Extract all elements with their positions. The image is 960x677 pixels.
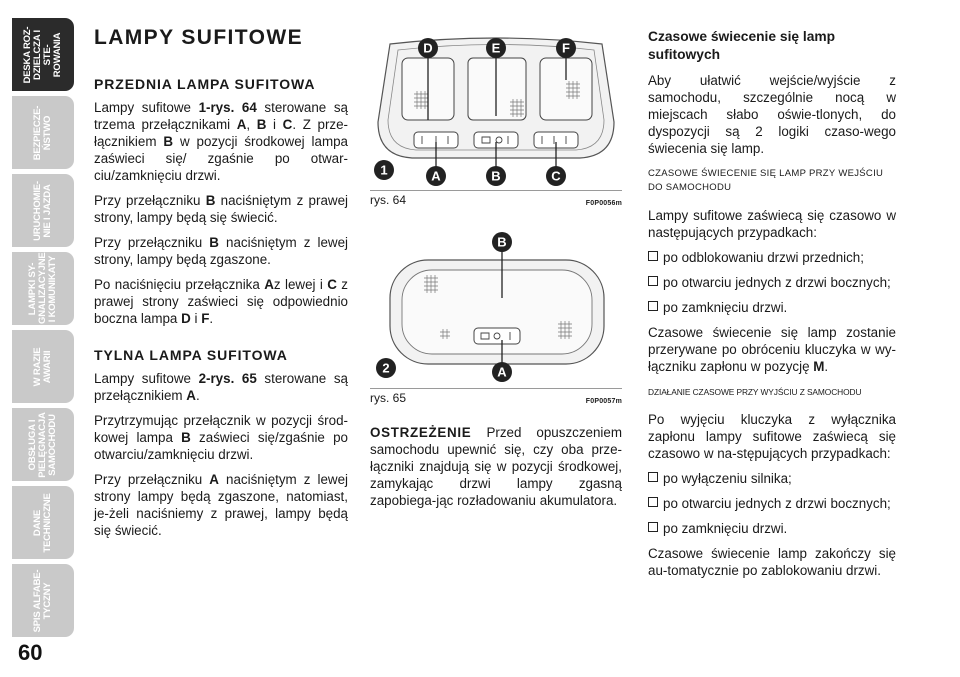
tab-label: LAMPKI SY- GNALIZACYJNE I KOMUNIKATY bbox=[27, 252, 58, 324]
figure-65-caption bbox=[370, 388, 622, 405]
front-paragraph-1: Lampy sufitowe 1-rys. 64 sterowane są trzema przełącznikami A, B i C. Z prze-łącznikiem B w pozycji środkowej lampa zaświeci się/ zgaśnie po otwar-ciu/zamknięciu drzwi. bbox=[94, 100, 349, 183]
marker-c bbox=[546, 166, 566, 186]
figure-64-illustration bbox=[370, 30, 622, 190]
entry-section-title: CZASOWE ŚWIECENIE SIĘ LAMP PRZY WEJŚCIU DO SAMOCHODU bbox=[648, 168, 884, 193]
column-timed-lighting bbox=[648, 28, 896, 587]
tab-uruchomienie[interactable] bbox=[12, 174, 74, 247]
svg-text:A: A bbox=[497, 364, 507, 380]
marker-f bbox=[556, 38, 576, 58]
entry-section-lead: Lampy sufitowe zaświecą się czasowo w następujących przypadkach: bbox=[648, 208, 896, 240]
tab-obsluga[interactable] bbox=[12, 408, 74, 481]
tab-label: DESKA ROZ- DZIELCZA I STE- ROWANIA bbox=[22, 26, 63, 83]
tab-bezpieczenstwo[interactable] bbox=[12, 96, 74, 169]
figure-64-label: rys. 64 bbox=[370, 193, 407, 207]
marker-2 bbox=[376, 358, 396, 378]
marker-e bbox=[486, 38, 506, 58]
rear-lamp-heading: TYLNA LAMPA SUFITOWA bbox=[94, 347, 288, 363]
list-item: po wyłączeniu silnika; bbox=[648, 470, 896, 487]
marker-d bbox=[418, 38, 438, 58]
front-lamp-heading: PRZEDNIA LAMPA SUFITOWA bbox=[94, 76, 316, 92]
figure-65-code: F0P0057m bbox=[585, 398, 622, 405]
entry-section-end: Czasowe świecenie się lamp zostanie przerywane po obróceniu kluczyka w wy-łączniku zapłonu w pozycję M. bbox=[648, 325, 896, 374]
warning-box bbox=[370, 424, 622, 509]
list-item: po otwarciu jednych z drzwi bocznych; bbox=[648, 495, 896, 512]
warning-text: OSTRZEŻENIE Przed opuszczeniem samochodu upewnić się, czy oba prze-łączniki znajdują się w pozycji środkowej, zamykając drzwi lampy zgasną zapobiega-jąc rozładowaniu akumulatora. bbox=[370, 425, 622, 508]
timed-lighting-intro: Aby ułatwić wejście/wyjście z samochodu, szczególnie nocą w miejscach słabo oświe-tlonych, do dyspozycji są 2 logiki czaso-wego świecenia się lamp. bbox=[648, 73, 896, 156]
front-paragraph-4: Po naciśnięciu przełącznika Az lewej i C z prawej strony zaświeci się odpowiednio boczna lampa D i F. bbox=[94, 277, 348, 326]
chapter-tabs bbox=[12, 18, 74, 642]
svg-text:B: B bbox=[491, 168, 501, 184]
figure-65-illustration bbox=[370, 228, 622, 388]
tab-lampki[interactable] bbox=[12, 252, 74, 325]
list-item: po odblokowaniu drzwi przednich; bbox=[648, 249, 896, 266]
rear-paragraph-1: Lampy sufitowe 2-rys. 65 sterowane są przełącznikiem A. bbox=[94, 371, 348, 403]
checkbox-bullet-icon bbox=[648, 472, 658, 482]
svg-text:A: A bbox=[431, 168, 441, 184]
marker-1 bbox=[374, 160, 394, 180]
svg-text:B: B bbox=[497, 234, 507, 250]
tab-label: BEZPIECZE- ŃSTWO bbox=[32, 105, 53, 160]
front-ceiling-lamp-drawing bbox=[370, 30, 622, 190]
rear-paragraph-3: Przy przełączniku A naciśniętym z lewej strony lampy będą zgaszone, natomiast, je-żeli naciśniemy z prawej, lampy będą się świecić. bbox=[94, 472, 348, 538]
svg-text:F: F bbox=[562, 40, 570, 56]
figure-64-code: F0P0056m bbox=[585, 200, 622, 207]
checkbox-bullet-icon bbox=[648, 301, 658, 311]
marker-b bbox=[492, 232, 512, 252]
marker-a bbox=[492, 362, 512, 382]
svg-text:E: E bbox=[491, 40, 501, 56]
rear-ceiling-lamp-drawing bbox=[370, 228, 622, 388]
front-paragraph-3: Przy przełączniku B naciśniętym z lewej strony, lampy będą zgaszone. bbox=[94, 235, 348, 267]
figure-64-caption bbox=[370, 190, 622, 207]
svg-text:1: 1 bbox=[380, 162, 388, 178]
marker-a bbox=[426, 166, 446, 186]
figure-64 bbox=[370, 30, 622, 207]
page-number: 60 bbox=[18, 640, 43, 665]
tab-label: DANE TECHNICZNE bbox=[32, 492, 53, 553]
list-item: po zamknięciu drzwi. bbox=[648, 299, 896, 316]
exit-section-lead: Po wyjęciu kluczyka z wyłącznika zapłonu lampy sufitowe zaświecą się czasowo w na-stępujących przypadkach: bbox=[648, 412, 896, 461]
tab-w-razie-awarii[interactable] bbox=[12, 330, 74, 403]
tab-dane-techniczne[interactable] bbox=[12, 486, 74, 559]
list-item: po otwarciu jednych z drzwi bocznych; bbox=[648, 274, 896, 291]
figure-65-label: rys. 65 bbox=[370, 391, 407, 405]
warning-label: OSTRZEŻENIE bbox=[370, 425, 472, 440]
tab-label: OBSŁUGA I PIELĘGNACJA SAMOCHODU bbox=[27, 411, 58, 478]
exit-section-title: DZIAŁANIE CZASOWE PRZY WYJŚCIU Z SAMOCHODU bbox=[648, 387, 862, 397]
tab-spis-alfabetyczny[interactable] bbox=[12, 564, 74, 637]
svg-text:D: D bbox=[423, 40, 433, 56]
checkbox-bullet-icon bbox=[648, 251, 658, 261]
exit-section-end: Czasowe świecenie lamp zakończy się au-tomatycznie po zablokowaniu drzwi. bbox=[648, 546, 896, 578]
tab-label: W RAZIE AWARII bbox=[32, 347, 53, 386]
rear-paragraph-2: Przytrzymując przełącznik w pozycji środ-kowej lampa B zaświeci się/zgaśnie po otwarciu/zamknięciu drzwi. bbox=[94, 413, 348, 462]
tab-deska-rozdzielcza[interactable] bbox=[12, 18, 74, 91]
checkbox-bullet-icon bbox=[648, 522, 658, 532]
tab-label: SPIS ALFABE- TYCZNY bbox=[32, 569, 53, 632]
timed-lighting-heading: Czasowe świecenie się lamp sufitowych bbox=[648, 29, 836, 62]
column-ceiling-lamps bbox=[94, 26, 348, 547]
checkbox-bullet-icon bbox=[648, 276, 658, 286]
svg-text:C: C bbox=[551, 168, 561, 184]
svg-text:2: 2 bbox=[382, 360, 390, 376]
tab-label: URUCHOMIE- NIE I JAZDA bbox=[32, 180, 53, 241]
front-paragraph-2: Przy przełączniku B naciśniętym z prawej strony, lampy będą się świecić. bbox=[94, 193, 348, 225]
marker-b bbox=[486, 166, 506, 186]
figure-65 bbox=[370, 228, 622, 405]
list-item: po zamknięciu drzwi. bbox=[648, 520, 896, 537]
checkbox-bullet-icon bbox=[648, 497, 658, 507]
page-title: LAMPY SUFITOWE bbox=[94, 26, 303, 49]
